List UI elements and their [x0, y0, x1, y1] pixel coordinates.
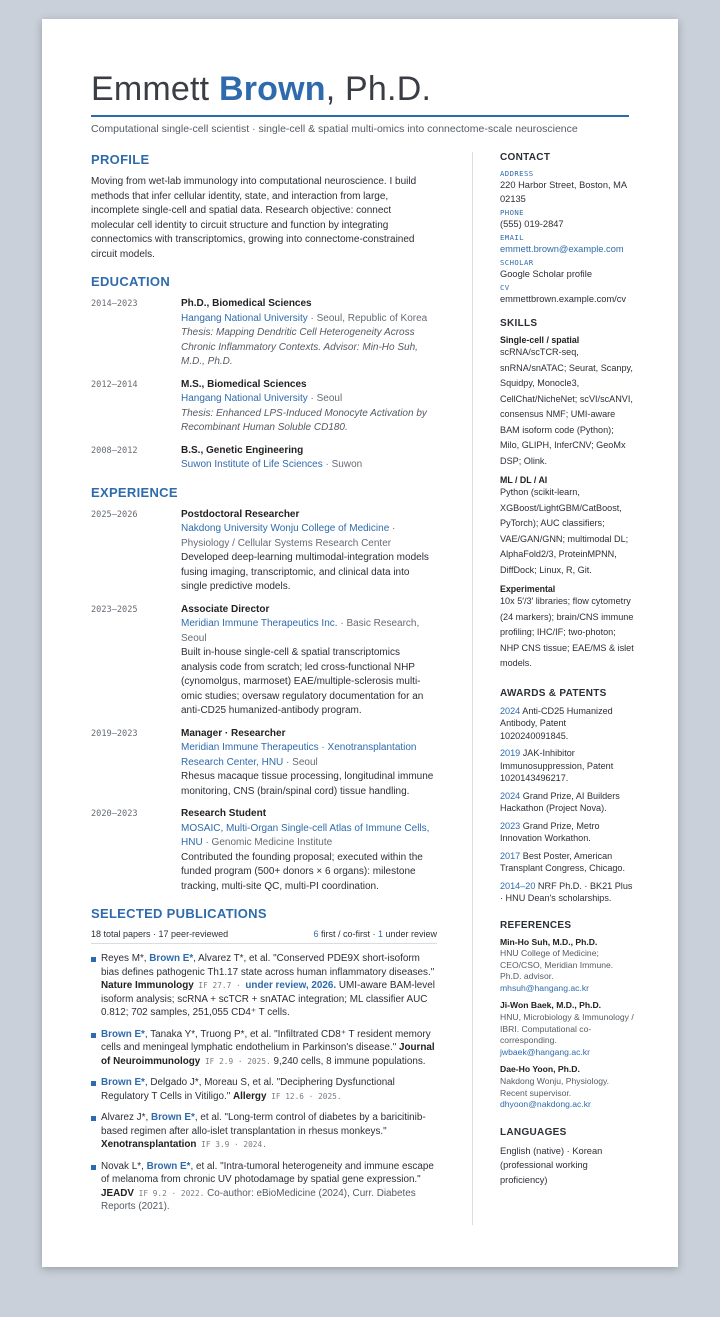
awards-heading: AWARDS & PATENTS	[500, 687, 607, 699]
name-suffix: , Ph.D.	[325, 70, 432, 108]
award-item	[500, 880, 634, 905]
institution-link[interactable]: Meridian Immune Therapeutics Inc.	[181, 618, 338, 629]
entry-description: Contributed the founding proposal; executed within the funded program (500+ donors × 6 organs): milestone tracking, multi-site QC, multi-PI coordination.	[181, 851, 423, 892]
entry-title: Postdoctoral Researcher	[181, 508, 300, 520]
institution-link[interactable]: Meridian Immune Therapeutics · Xenotransplantation Research Center, HNU	[181, 742, 417, 768]
education-heading: EDUCATION	[91, 274, 171, 289]
contact-label: CV	[500, 283, 510, 292]
reference-desc: Nakdong Wonju, Physiology. Recent supervisor.	[500, 1076, 610, 1098]
experience-entry	[91, 508, 437, 595]
bullet-square-icon	[91, 1116, 96, 1121]
pub-self-author: Brown E*	[150, 1112, 195, 1123]
entry-location: · Seoul	[307, 393, 343, 404]
reference-name: Min-Ho Suh, M.D., Ph.D.	[500, 936, 598, 947]
pub-title: , Tanaka Y*, Truong P*, et al. "Infiltrated CD8⁺ T resident memory cells and meningeal lymphatic endothelium in Parkinson's disease."	[101, 1028, 431, 1053]
pub-title: , et al. "Long-term control of diabetes by a baricitinib-based regimen after allo-islet transplantation in rhesus monkeys."	[101, 1112, 426, 1137]
publications-heading: SELECTED PUBLICATIONS	[91, 906, 267, 921]
pub-status: under review, 2026.	[245, 980, 337, 991]
education-entry	[91, 297, 437, 370]
entry-years: 2008–2012	[91, 445, 138, 456]
pub-impact-factor: IF 9.2 · 2022.	[133, 1188, 205, 1198]
pub-self-author: Brown E*	[149, 953, 194, 964]
languages-heading: LANGUAGES	[500, 1126, 567, 1138]
experience-entry	[91, 727, 437, 800]
reference-item	[500, 1064, 634, 1110]
pub-self-author: Brown E*	[146, 1160, 191, 1172]
tagline: Computational single-cell scientist · single-cell & spatial multi-omics into connectome-scale neuroscience	[91, 123, 578, 135]
contact-label: ADDRESS	[500, 169, 534, 178]
publication-item	[91, 1076, 437, 1103]
award-item	[500, 790, 634, 815]
reference-item	[500, 937, 634, 995]
experience-heading: EXPERIENCE	[91, 484, 178, 500]
award-year: 2017	[500, 850, 521, 861]
publication-stats	[91, 929, 437, 944]
entry-title: Associate Director	[181, 603, 270, 615]
pub-self-author: Brown E*	[101, 1077, 145, 1088]
bullet-square-icon	[91, 957, 96, 962]
award-text: JAK-Inhibitor Immunosuppression, Patent 1020143496217.	[500, 748, 614, 783]
candidate-name	[91, 70, 431, 109]
entry-title: M.S., Biomedical Sciences	[181, 378, 307, 390]
education-entry	[91, 378, 437, 436]
experience-entry	[91, 807, 437, 894]
bullet-square-icon	[91, 1081, 96, 1086]
experience-list	[91, 508, 437, 895]
award-text: Best Poster, American Transplant Congress, Chicago.	[500, 850, 626, 873]
entry-location: · Genomic Medicine Institute	[202, 837, 333, 848]
award-text: Grand Prize, Metro Innovation Workathon.	[500, 820, 600, 843]
stats-review-label: under review	[382, 929, 437, 939]
entry-title: Research Student	[181, 808, 267, 819]
stats-first-count: 6	[313, 929, 319, 939]
reference-desc: HNU, Microbiology & Immunology / IBRI. Computational co-corresponding.	[500, 1012, 634, 1046]
entry-location: · Basic Research, Seoul	[181, 618, 420, 644]
reference-desc: HNU College of Medicine; CEO/CSO, Meridian Immune. Ph.D. advisor.	[500, 948, 614, 982]
pub-journal: Allergy	[232, 1090, 267, 1102]
pub-impact-factor: IF 3.9 · 2024.	[196, 1140, 267, 1149]
institution-link[interactable]: Nakdong University Wonju College of Medicine	[181, 523, 390, 534]
entry-thesis: Thesis: Enhanced LPS-Induced Monocyte Activation by Recombinant Human Soluble CD180.	[181, 407, 427, 433]
publication-item	[91, 1111, 437, 1152]
skill-group-title: Experimental	[500, 584, 556, 594]
reference-item	[500, 1000, 634, 1058]
award-year: 2023	[500, 820, 521, 831]
award-item	[500, 705, 634, 743]
contact-cv-link[interactable]: emmettbrown.example.com/cv	[500, 294, 627, 304]
awards-list	[500, 705, 634, 905]
reference-name: Dae-Ho Yoon, Ph.D.	[500, 1064, 580, 1075]
stats-review-count: 1	[377, 929, 383, 939]
contact-email-link[interactable]: emmett.brown@example.com	[500, 244, 624, 254]
award-item	[500, 747, 634, 785]
languages-text: English (native) · Korean (professional working proficiency)	[500, 1145, 603, 1185]
institution-link[interactable]: Hangang National University	[181, 312, 308, 324]
profile-text: Moving from wet-lab immunology into computational neuroscience. I build methods that infer cellular identity, state, and interaction from large, incomplete single-cell and spatial data. Research objective: connect molecular cell identity to circuit structure and function by integrating connectomics with transcriptomics, growing into connectome-constrained circuit models.	[91, 176, 417, 260]
stats-total: 18 total papers · 17 peer-reviewed	[91, 929, 229, 939]
pub-notes: Co-author: eBioMedicine (2024), Curr. Diabetes Reports (2021).	[101, 1187, 416, 1212]
pub-journal: JEADV	[101, 1187, 134, 1199]
entry-title: B.S., Genetic Engineering	[181, 444, 304, 456]
contact-scholar-link[interactable]: Google Scholar profile	[500, 269, 592, 279]
skills-list	[500, 335, 634, 672]
pub-notes: 9,240 cells, 8 immune populations.	[270, 1055, 426, 1067]
contact-heading: CONTACT	[500, 152, 551, 163]
pub-authors-pre: Alvarez J*,	[101, 1112, 151, 1123]
education-list	[91, 297, 437, 473]
entry-description: Developed deep-learning multimodal-integration models fusing imaging, transcriptomic, and clinical data into single predictive models.	[181, 552, 429, 592]
first-name: Emmett	[91, 70, 219, 108]
entry-title: Manager · Researcher	[181, 727, 286, 739]
institution-link[interactable]: Suwon Institute of Life Sciences	[181, 459, 323, 470]
award-text: Anti-CD25 Humanized Antibody, Patent 1020240091845.	[500, 705, 613, 741]
pub-journal: Journal of Neuroimmunology	[101, 1042, 435, 1067]
institution-link[interactable]: Hangang National University	[181, 393, 308, 404]
award-item	[500, 850, 634, 875]
award-year: 2024	[500, 790, 521, 801]
award-year: 2014–20	[500, 880, 536, 891]
publication-list	[91, 952, 437, 1214]
references-list	[500, 937, 634, 1111]
stats-first-label: first / co-first ·	[318, 929, 378, 939]
experience-entry	[91, 603, 437, 719]
entry-location: · Seoul, Republic of Korea	[307, 312, 428, 324]
entry-description: Rhesus macaque tissue processing, longitudinal immune monitoring, CNS (brain/spinal cord) tissue handling.	[181, 771, 434, 797]
entry-years: 2019–2023	[91, 728, 138, 739]
pub-journal: Nature Immunology	[101, 980, 194, 991]
reference-email-link[interactable]: dhyoon@nakdong.ac.kr	[500, 1099, 591, 1110]
last-name: Brown	[218, 70, 326, 108]
reference-name: Ji-Won Baek, M.D., Ph.D.	[500, 1000, 602, 1011]
award-year: 2024	[500, 705, 521, 716]
contact-phone: (555) 019-2847	[500, 219, 564, 229]
profile-heading: PROFILE	[91, 152, 150, 167]
sidebar-column	[500, 152, 634, 1187]
pub-authors-pre: Novak L*,	[101, 1160, 147, 1172]
pub-authors-pre: Reyes M*,	[101, 953, 150, 964]
entry-years: 2014–2023	[91, 299, 138, 309]
entry-title: Ph.D., Biomedical Sciences	[181, 298, 312, 309]
bullet-square-icon	[91, 1033, 96, 1038]
name-underline	[91, 115, 629, 117]
publication-item	[91, 952, 437, 1020]
award-text: NRF Ph.D. · BK21 Plus · HNU Dean's scholarships.	[500, 880, 633, 903]
skills-heading: SKILLS	[500, 318, 538, 329]
pub-title: , Delgado J*, Moreau S, et al. "Deciphering Dysfunctional Regulatory T Cells in Vitiligo."	[101, 1077, 395, 1102]
contact-label: PHONE	[500, 208, 524, 217]
pub-impact-factor: IF 27.7 ·	[193, 981, 246, 990]
skill-group-title: ML / DL / AI	[500, 475, 548, 485]
resume-page	[42, 19, 678, 1267]
skill-group-text: Python (scikit-learn, XGBoost/LightGBM/CatBoost, PyTorch); AUC classifiers; VAE/GAN/GNN; multimodal DL; AlphaFold2/3, ProteinMPNN, DiffDock; Linux, R, Git.	[500, 487, 629, 575]
entry-thesis: Thesis: Mapping Dendritic Cell Heterogeneity Across Chronic Inflammatory Contexts. Advisor: Min-Ho Suh, M.D., Ph.D.	[181, 327, 418, 367]
entry-years: 2020–2023	[91, 809, 138, 819]
pub-impact-factor: IF 2.9 · 2025.	[200, 1056, 271, 1066]
pub-notes: UMI-aware BAM-level isoform analysis; scRNA + scTCR + snATAC integration; ML classifier AUC 0.812; 702 samples, 251,055 CD4⁺ T cells.	[101, 980, 435, 1018]
entry-years: 2012–2014	[91, 379, 138, 390]
award-text: Grand Prize, AI Builders Hackathon (Project Nova).	[500, 790, 620, 813]
contact-label: EMAIL	[500, 233, 524, 242]
pub-impact-factor: IF 12.6 · 2025.	[266, 1091, 342, 1101]
references-heading: REFERENCES	[500, 919, 572, 931]
publication-item	[91, 1028, 437, 1069]
reference-email-link[interactable]: mhsuh@hangang.ac.kr	[500, 982, 589, 993]
entry-location: · Suwon	[322, 459, 363, 470]
entry-location: · Physiology / Cellular Systems Research Center	[181, 523, 396, 549]
entry-years: 2025–2026	[91, 509, 138, 520]
skill-group-text: 10x 5′/3′ libraries; flow cytometry (24 markers); brain/CNS immune profiling; IHC/IF; two-photon; NHP CNS tissue; EAE/MS & islet models.	[500, 596, 634, 668]
pub-self-author: Brown E*	[101, 1028, 145, 1040]
column-divider	[472, 152, 473, 1225]
pub-journal: Xenotransplantation	[101, 1139, 197, 1150]
contact-address: 220 Harbor Street, Boston, MA 02135	[500, 180, 627, 204]
entry-description: Built in-house single-cell & spatial transcriptomics analysis code from scratch; led cross-functional NHP (cynomolgus, marmoset) EAE/multiple-sclerosis multi-omic studies; oversaw regulatory documentation for an anti-CD25 humanized-antibody program.	[181, 647, 424, 716]
main-column	[91, 152, 437, 1222]
institution-link[interactable]: MOSAIC, Multi-Organ Single-cell Atlas of Immune Cells, HNU	[181, 822, 430, 848]
entry-years: 2023–2025	[91, 604, 138, 615]
award-year: 2019	[500, 748, 521, 758]
pub-title: , et al. "Intra-tumoral heterogeneity and immune escape of melanoma from chronic UV photodamage by spatial gene expression."	[101, 1160, 434, 1185]
pub-title: , Alvarez T*, et al. "Conserved PDE9X short-isoform bias defines pathogenic Th1.17 state across human inflammatory diseases."	[101, 953, 435, 978]
stats-breakdown	[313, 929, 437, 939]
contact-label: SCHOLAR	[500, 258, 534, 267]
entry-location: · Seoul	[283, 756, 318, 768]
reference-email-link[interactable]: jwbaek@hangang.ac.kr	[500, 1046, 590, 1057]
publication-item	[91, 1160, 437, 1214]
education-entry	[91, 444, 437, 473]
skill-group-text: scRNA/scTCR-seq, snRNA/snATAC; Seurat, Scanpy, Squidpy, Monocle3, CellChat/NicheNet; scVI/scANVI, consensus NMF; UMI-aware BAM isoform code (Python); Milo, GLIPH, InferCNV; GeoMx DSP; Olink.	[500, 347, 633, 466]
bullet-square-icon	[91, 1165, 96, 1170]
award-item	[500, 820, 634, 845]
contact-list	[500, 169, 634, 306]
skill-group-title: Single-cell / spatial	[500, 335, 580, 345]
